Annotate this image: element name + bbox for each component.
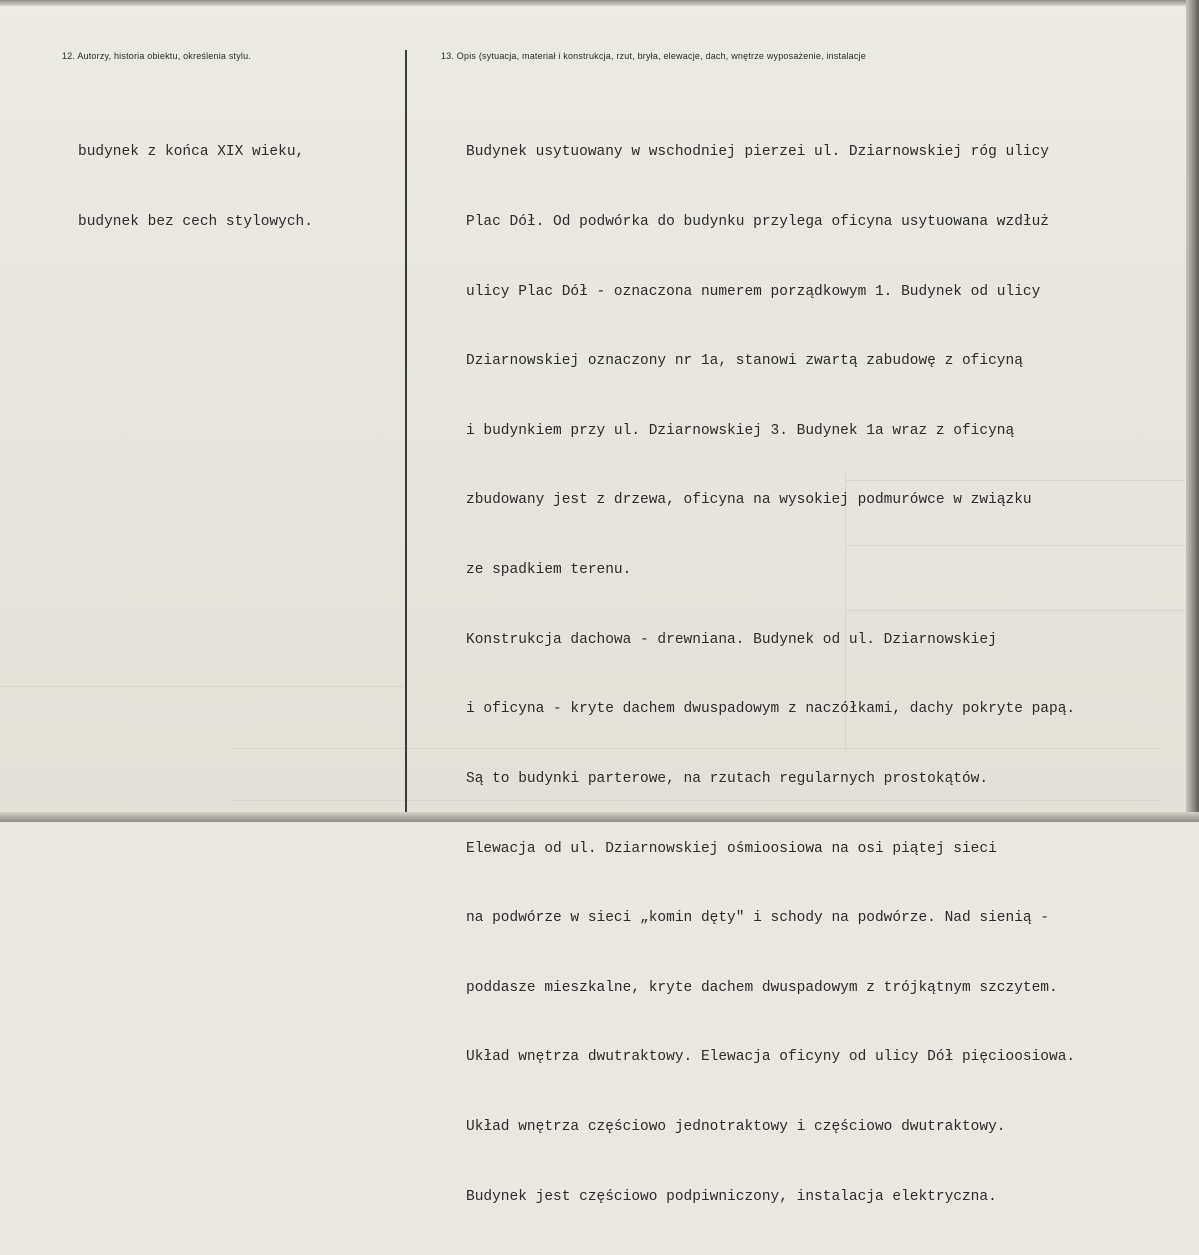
section-13-typed-text xyxy=(466,95,1075,1255)
typed-line: Konstrukcja dachowa - drewniana. Budynek od ul. Dziarnowskiej xyxy=(466,631,997,648)
typed-line: zbudowany jest z drzewa, oficyna na wysokiej podmurówce w związku xyxy=(466,492,1032,509)
section-12-typed-text xyxy=(78,95,313,281)
typed-line: budynek z końca XIX wieku, xyxy=(78,144,305,161)
typed-line: Dziarnowskiej oznaczony nr 1a, stanowi zwartą zabudowę z oficyną xyxy=(466,353,1023,370)
card-right-edge xyxy=(1186,0,1199,822)
typed-line: Plac Dół. Od podwórka do budynku przylega oficyna usytuowana wzdłuż xyxy=(466,214,1049,231)
typed-line: Budynek usytuowany w wschodniej pierzei ul. Dziarnowskiej róg ulicy xyxy=(466,144,1049,161)
show-through-rule xyxy=(0,686,405,687)
section-13-heading: 13. Opis (sytuacja, materiał i konstrukcja, rzut, bryła, elewacje, dach, wnętrze wyposażenie, instalacje xyxy=(441,51,866,61)
typed-line: Budynek jest częściowo podpiwniczony, instalacja elektryczna. xyxy=(466,1188,997,1205)
typed-line: Elewacja od ul. Dziarnowskiej ośmioosiowa na osi piątej sieci xyxy=(466,840,997,857)
typed-line: na podwórze w sieci „komin dęty" i schody na podwórze. Nad sienią - xyxy=(466,910,1049,927)
typed-line: i budynkiem przy ul. Dziarnowskiej 3. Budynek 1a wraz z oficyną xyxy=(466,422,1015,439)
typed-line: Są to budynki parterowe, na rzutach regularnych prostokątów. xyxy=(466,770,989,787)
card-top-edge xyxy=(0,0,1199,6)
column-divider xyxy=(405,50,407,812)
typed-line: budynek bez cech stylowych. xyxy=(78,214,313,231)
section-12-heading: 12. Autorzy, historia obiektu, określenia stylu. xyxy=(62,51,252,61)
typed-line: Układ wnętrza częściowo jednotraktowy i częściowo dwutraktowy. xyxy=(466,1118,1006,1135)
typed-line: ulicy Plac Dół - oznaczona numerem porządkowym 1. Budynek od ulicy xyxy=(466,283,1041,300)
typed-line: i oficyna - kryte dachem dwuspadowym z naczółkami, dachy pokryte papą. xyxy=(466,701,1076,718)
typed-line: Układ wnętrza dwutraktowy. Elewacja oficyny od ulicy Dół pięcioosiowa. xyxy=(466,1049,1076,1066)
typed-line: ze spadkiem terenu. xyxy=(466,562,632,579)
typed-line: poddasze mieszkalne, kryte dachem dwuspadowym z trójkątnym szczytem. xyxy=(466,979,1058,996)
